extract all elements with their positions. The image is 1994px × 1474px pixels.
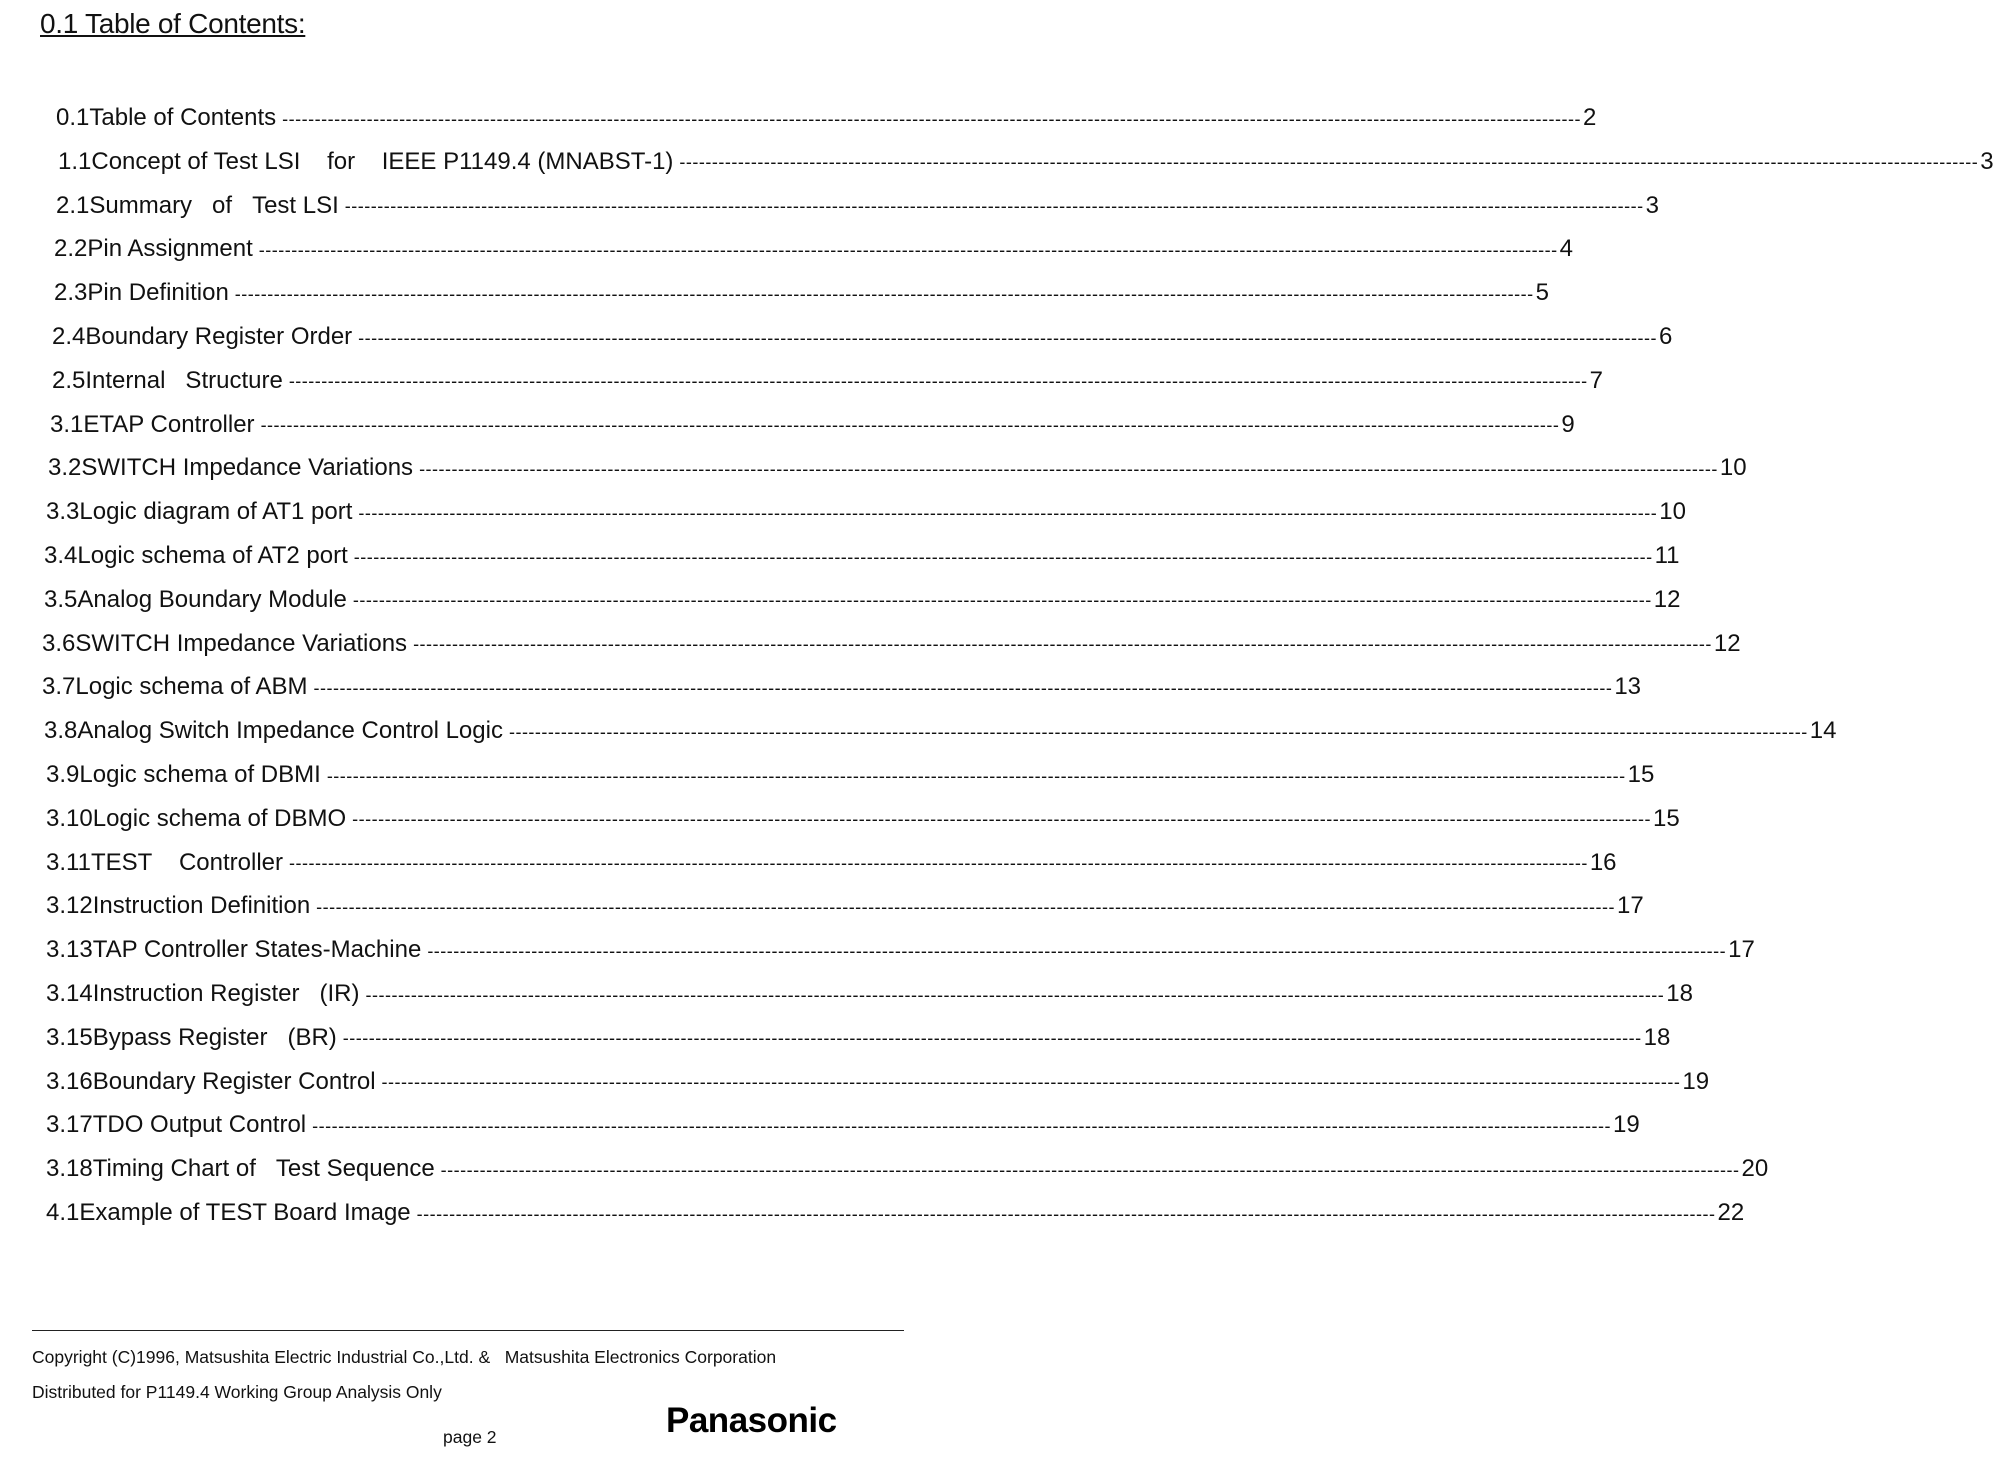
- toc-entry-title: Logic schema of ABM: [75, 673, 308, 701]
- toc-entry: [46, 1016, 1671, 1060]
- toc-entry-leader: --------------------------------------------------------------------------------------------------------------------------------------------------------------------------------------------------------: [365, 984, 1665, 1005]
- toc-entry-title: TEST Controller: [90, 848, 283, 876]
- toc-entry-page: 12: [1713, 629, 1741, 657]
- toc-entry-number: 3.5: [44, 585, 78, 613]
- toc-entry-number: 2.1: [56, 191, 90, 219]
- toc-entry-page: 3: [1980, 147, 1994, 175]
- toc-entry-title: TAP Controller States-Machine: [92, 936, 422, 964]
- toc-entry: [42, 665, 1642, 709]
- toc-entry-number: 3.6: [42, 629, 76, 657]
- toc-entry-leader: --------------------------------------------------------------------------------------------------------------------------------------------------------------------------------------------------------: [326, 765, 1626, 786]
- toc-entry-title: Concept of Test LSI for IEEE P1149.4 (MNABST-1): [91, 147, 674, 175]
- toc-entry-leader: --------------------------------------------------------------------------------------------------------------------------------------------------------------------------------------------------------: [260, 415, 1560, 436]
- toc-entry-page: 16: [1589, 848, 1617, 876]
- toc-entry-leader: --------------------------------------------------------------------------------------------------------------------------------------------------------------------------------------------------------: [352, 809, 1651, 830]
- toc-entry-page: 19: [1682, 1067, 1710, 1095]
- toc-entry-number: 3.15: [46, 1023, 93, 1051]
- toc-entry-leader: --------------------------------------------------------------------------------------------------------------------------------------------------------------------------------------------------------: [413, 634, 1712, 655]
- toc-entry-page: 2: [1583, 104, 1597, 131]
- toc-entry: [46, 928, 1755, 972]
- toc-entry: [46, 1191, 1745, 1235]
- toc-entry-page: 15: [1627, 761, 1655, 788]
- toc-entry-number: 3.7: [42, 673, 76, 701]
- toc-entry-number: 3.9: [46, 761, 80, 788]
- toc-entry-leader: --------------------------------------------------------------------------------------------------------------------------------------------------------------------------------------------------------: [440, 1159, 1740, 1180]
- toc-entry: [46, 972, 1693, 1016]
- toc-entry-number: 2.5: [52, 366, 86, 394]
- toc-entry: [46, 753, 1655, 797]
- toc-entry: [56, 184, 1659, 228]
- toc-entry: [44, 534, 1680, 578]
- toc-entry: [54, 271, 1549, 315]
- toc-entry-title: Instruction Register (IR): [92, 980, 360, 1007]
- toc-entry-number: 3.16: [46, 1067, 93, 1095]
- toc-entry-page: 20: [1741, 1155, 1769, 1183]
- toc-entry-page: 22: [1717, 1199, 1745, 1226]
- toc-entry-leader: --------------------------------------------------------------------------------------------------------------------------------------------------------------------------------------------------------: [416, 1203, 1716, 1224]
- toc-entry: [56, 96, 1597, 140]
- toc-entry-number: 3.1: [50, 410, 84, 438]
- toc-entry-page: 17: [1728, 936, 1755, 964]
- toc-entry: [54, 227, 1573, 271]
- toc-entry-number: 3.11: [46, 848, 91, 876]
- toc-entry-leader: --------------------------------------------------------------------------------------------------------------------------------------------------------------------------------------------------------: [288, 371, 1588, 392]
- toc-entry: [46, 1147, 1769, 1191]
- toc-entry-page: 10: [1659, 498, 1686, 526]
- toc-entry-title: Table of Contents: [89, 104, 277, 131]
- toc-entry-title: Logic schema of DBMI: [79, 761, 321, 788]
- toc-entry: [42, 622, 1741, 666]
- toc-entry-page: 14: [1809, 717, 1837, 745]
- toc-entry-page: 3: [1645, 191, 1659, 219]
- toc-entry-number: 2.3: [54, 279, 88, 307]
- toc-entry-title: Bypass Register (BR): [92, 1023, 337, 1051]
- toc-entry: [46, 841, 1617, 885]
- toc-entry-leader: --------------------------------------------------------------------------------------------------------------------------------------------------------------------------------------------------------: [427, 940, 1727, 961]
- toc-entry-title: Example of TEST Board Image: [79, 1199, 411, 1226]
- toc-entry-page: 18: [1666, 980, 1693, 1007]
- toc-entry-number: 3.3: [46, 498, 80, 526]
- toc-entry-number: 4.1: [46, 1199, 80, 1226]
- toc-entry-title: Logic schema of DBMO: [92, 804, 347, 832]
- toc-entry-title: Pin Definition: [87, 279, 229, 307]
- toc-entry-number: 1.1: [58, 147, 92, 175]
- toc-entry-number: 3.17: [46, 1111, 93, 1139]
- toc-entry-page: 10: [1719, 454, 1747, 482]
- toc-entry-number: 3.12: [46, 892, 93, 920]
- toc-entry-leader: --------------------------------------------------------------------------------------------------------------------------------------------------------------------------------------------------------: [679, 152, 1979, 173]
- toc-entry-title: Logic schema of AT2 port: [77, 542, 348, 569]
- toc-entry-title: Analog Boundary Module: [77, 585, 347, 613]
- toc-entry-title: Boundary Register Control: [92, 1067, 376, 1095]
- toc-entry: [46, 1060, 1710, 1104]
- toc-entry-page: 15: [1652, 804, 1680, 832]
- toc-entry-leader: --------------------------------------------------------------------------------------------------------------------------------------------------------------------------------------------------------: [344, 196, 1644, 217]
- toc-entry-page: 13: [1614, 673, 1642, 701]
- footer-divider: [32, 1330, 904, 1331]
- toc-entry-leader: --------------------------------------------------------------------------------------------------------------------------------------------------------------------------------------------------------: [508, 721, 1808, 742]
- toc-entry: [46, 1103, 1640, 1147]
- toc-entry-leader: --------------------------------------------------------------------------------------------------------------------------------------------------------------------------------------------------------: [358, 327, 1657, 348]
- toc-entry-page: 9: [1561, 410, 1575, 438]
- distribution-notice: Distributed for P1149.4 Working Group Analysis Only: [32, 1382, 442, 1402]
- toc-entry-number: 3.8: [44, 717, 78, 745]
- page-number: page 2: [443, 1427, 497, 1447]
- toc-entry-leader: --------------------------------------------------------------------------------------------------------------------------------------------------------------------------------------------------------: [234, 283, 1534, 304]
- toc-entry-leader: --------------------------------------------------------------------------------------------------------------------------------------------------------------------------------------------------------: [419, 458, 1718, 479]
- toc-entry-title: Internal Structure: [85, 366, 283, 394]
- toc-entry-title: Logic diagram of AT1 port: [79, 498, 353, 526]
- toc-entry-page: 19: [1612, 1111, 1640, 1139]
- toc-entry-page: 7: [1589, 366, 1603, 394]
- toc-entry-page: 11: [1654, 542, 1680, 569]
- toc-entry-page: 12: [1653, 585, 1681, 613]
- toc-entry: [52, 315, 1673, 359]
- toc-entry-number: 0.1: [56, 104, 90, 131]
- toc-entry: [48, 446, 1747, 490]
- toc-entry: [58, 140, 1994, 184]
- toc-entry-number: 2.2: [54, 235, 88, 263]
- toc-entry-title: Analog Switch Impedance Control Logic: [77, 717, 503, 745]
- toc-entry-number: 3.14: [46, 980, 93, 1007]
- toc-entry: [44, 578, 1681, 622]
- toc-entry-leader: --------------------------------------------------------------------------------------------------------------------------------------------------------------------------------------------------------: [342, 1028, 1642, 1049]
- toc-entry-page: 18: [1643, 1023, 1671, 1051]
- toc-entry-page: 4: [1559, 235, 1573, 263]
- copyright-notice: Copyright (C)1996, Matsushita Electric Industrial Co.,Ltd. & Matsushita Electronics Corporation: [32, 1347, 777, 1367]
- toc-entry: [46, 884, 1644, 928]
- toc-entry-leader: --------------------------------------------------------------------------------------------------------------------------------------------------------------------------------------------------------: [313, 677, 1613, 698]
- toc-entry-title: SWITCH Impedance Variations: [75, 629, 408, 657]
- toc-entry-title: TDO Output Control: [92, 1111, 307, 1139]
- toc-entry-number: 3.4: [44, 542, 78, 569]
- panasonic-logo: Panasonic: [666, 1401, 837, 1440]
- toc-entry-leader: --------------------------------------------------------------------------------------------------------------------------------------------------------------------------------------------------------: [258, 239, 1558, 260]
- toc-entry-leader: --------------------------------------------------------------------------------------------------------------------------------------------------------------------------------------------------------: [282, 108, 1581, 129]
- toc-entry-number: 3.18: [46, 1155, 93, 1183]
- toc-entry-page: 6: [1659, 323, 1673, 350]
- toc-entry-title: SWITCH Impedance Variations: [81, 454, 414, 482]
- toc-entry-leader: --------------------------------------------------------------------------------------------------------------------------------------------------------------------------------------------------------: [353, 546, 1653, 567]
- toc-entry: [46, 797, 1680, 841]
- toc-entry-title: ETAP Controller: [83, 410, 255, 438]
- toc-entry: [46, 490, 1686, 534]
- toc-entry: [44, 709, 1837, 753]
- toc-entry-page: 17: [1617, 892, 1644, 920]
- toc-entry-title: Timing Chart of Test Sequence: [92, 1155, 435, 1183]
- toc-entry-title: Summary of Test LSI: [89, 191, 339, 219]
- toc-entry-page: 5: [1535, 279, 1549, 307]
- toc-entry-number: 2.4: [52, 323, 86, 350]
- toc-entry-leader: --------------------------------------------------------------------------------------------------------------------------------------------------------------------------------------------------------: [288, 853, 1588, 874]
- toc-entry-number: 3.2: [48, 454, 82, 482]
- toc-entry-leader: --------------------------------------------------------------------------------------------------------------------------------------------------------------------------------------------------------: [381, 1072, 1681, 1093]
- toc-entry-number: 3.13: [46, 936, 93, 964]
- toc-entry-leader: --------------------------------------------------------------------------------------------------------------------------------------------------------------------------------------------------------: [312, 1115, 1611, 1136]
- toc-entry: [50, 403, 1575, 447]
- page-title: 0.1 Table of Contents:: [40, 8, 306, 39]
- toc-entry-title: Instruction Definition: [92, 892, 311, 920]
- toc-entry: [52, 359, 1603, 403]
- toc-entry-leader: --------------------------------------------------------------------------------------------------------------------------------------------------------------------------------------------------------: [358, 502, 1658, 523]
- toc-entry-title: Boundary Register Order: [85, 323, 353, 350]
- toc-entry-title: Pin Assignment: [87, 235, 253, 263]
- toc-entry-leader: --------------------------------------------------------------------------------------------------------------------------------------------------------------------------------------------------------: [352, 590, 1652, 611]
- toc-entry-leader: --------------------------------------------------------------------------------------------------------------------------------------------------------------------------------------------------------: [316, 896, 1615, 917]
- toc-entry-number: 3.10: [46, 804, 93, 832]
